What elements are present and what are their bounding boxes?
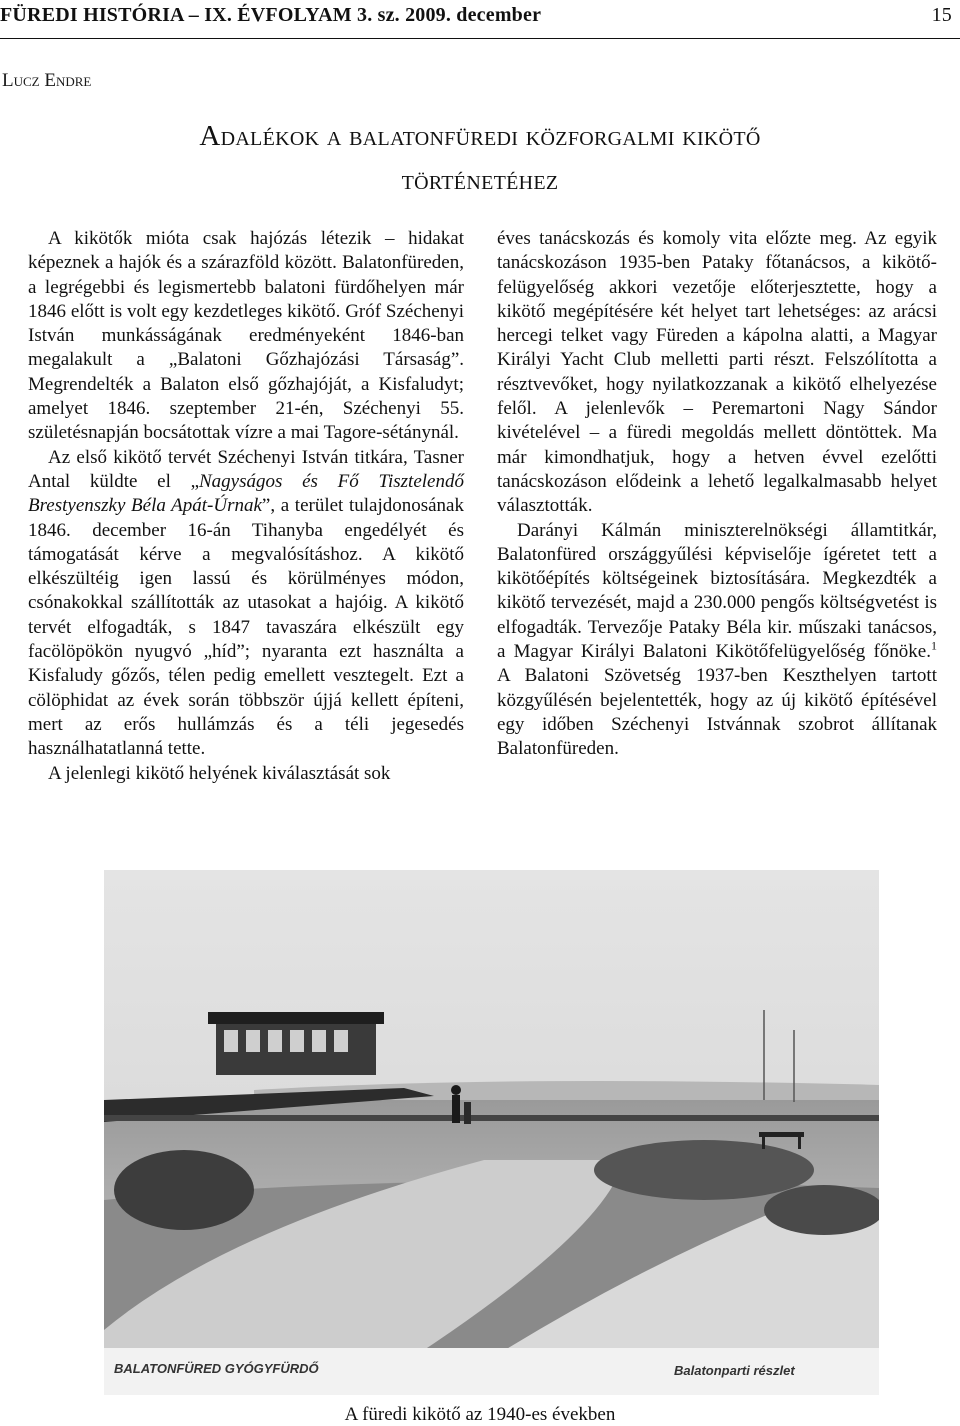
- header-rule: [0, 38, 960, 39]
- paragraph-text: Az első kikötő tervét Széchenyi István titkára, Tasner Antal küldte el „: [28, 446, 464, 492]
- pier-edge: [104, 1115, 879, 1121]
- journal-title: FÜREDI HISTÓRIA – IX. ÉVFOLYAM 3. sz. 2009. december: [0, 4, 542, 26]
- article-title-line-1: Adalékok a balatonfüredi közforgalmi kikötő: [199, 120, 761, 152]
- paragraph-text: Darányi Kálmán miniszterelnökségi államtitkár, Balatonfüred országgyűlési képviselője ígéretet tett a kikötőépítés költségeinek biztosítására. Megkezdték a kikötő tervezését, majd a 230.000 pengős költségvetést is elfogadták. Tervezője Pataky Béla kir. műszaki tanácsos, a Magyar Királyi Balatoni Kikötőfelügyelőség főnöke.: [497, 519, 937, 663]
- postcard-label-right: Balatonparti részlet: [674, 1363, 795, 1378]
- harbor-photo-illustration: [104, 870, 879, 1395]
- emphasis-text: Nagyságos és Fő Tisztelendő Brestyenszky Béla Apát-Úrnak: [28, 470, 464, 517]
- paragraph: A jelenlegi kikötő helyének kiválasztását sok: [48, 762, 391, 784]
- footnote-marker: 1: [931, 638, 937, 653]
- article-title-line-2: történetéhez: [401, 164, 559, 196]
- harbor-photo: [104, 870, 879, 1395]
- postcard-label-left: BALATONFÜRED GYÓGYFÜRDŐ: [114, 1361, 319, 1376]
- photo-caption: A füredi kikötő az 1940-es években: [344, 1404, 616, 1425]
- paragraph-text: ”, a terület tulajdonosának 1846. december 16-án Tihanyba engedélyét és támogatását kérve a megvalósításhoz. A kikötő elkészültéig igen lassú és körülményes módon, csónakokkal szállították az utasokat a hajóig. A kikötő tervét elfogadták, s 1847 tavaszára elkészült egy facölöpökön nyugvó „híd”; nyaranta ezt használta a Kisfaludy gőzős, télen pedig emellett vesztegelt. Ezt a cölöphidat az évek során többször újjá kellett építeni, mert az erős hullámzás és a téli jegesedés használhatatlanná tette.: [28, 495, 464, 760]
- paragraph-text: A Balatoni Szövetség 1937-ben Keszthelyen tartott közgyűlésén bejelentették, hogy az új kikötő építésével egy időben Széchenyi Istvánnak szobrot állítanak Balatonfüreden.: [497, 665, 937, 760]
- page-number: 15: [931, 4, 952, 26]
- paragraph: [28, 446, 464, 762]
- right-column: [497, 227, 937, 762]
- running-header: [0, 4, 960, 30]
- paragraph: A kikötők mióta csak hajózás létezik – hidakat képeznek a hajók és a szárazföld között. Balatonfüreden, a legrégebbi és legismertebb balatoni fürdőhelyen már 1846 előtt is volt egy kezdetleges kikötő. Gróf Széchenyi István munkásságának eredményeként 1846-ban megalakult a „Balatoni Gőzhajózási Társaság”. Megrendelték a Balaton első gőzhajóját, a Kisfaludyt; amelyet 1846. szeptember 21-én, Széchenyi 55. születésnapján bocsátottak vízre a mai Tagore-sétánynál.: [28, 228, 464, 444]
- left-column: [28, 227, 464, 786]
- article-title: [0, 114, 960, 202]
- pier-pavilion: [208, 1012, 384, 1075]
- paragraph: [497, 519, 937, 762]
- paragraph: éves tanácskozás és komoly vita előzte meg. Az egyik tanácskozáson 1935-ben Pataky főtanácsos, a kikötő-felügyelőség akkori vezetője előterjesztette, hogy a kikötő megépítésére két helyet tart lehetséges: az arácsi hercegi telket vagy Füreden a kápolna alatti, a Magyar Királyi Yacht Club melletti parti részt. Felszólította a résztvevőket, hogy nyilatkozzanak a kikötő elhelyezése felől. A jelenlevők – Peremartoni Nagy Sándor kivételével – a füredi megoldás mellett döntöttek. Ma már kimondhatjuk, hogy a hetven évvel ezelőtti tanácskozáson elődeink a lehető legalkalmasabb helyet választották.: [497, 228, 937, 517]
- article-author: Lucz Endre: [2, 70, 92, 91]
